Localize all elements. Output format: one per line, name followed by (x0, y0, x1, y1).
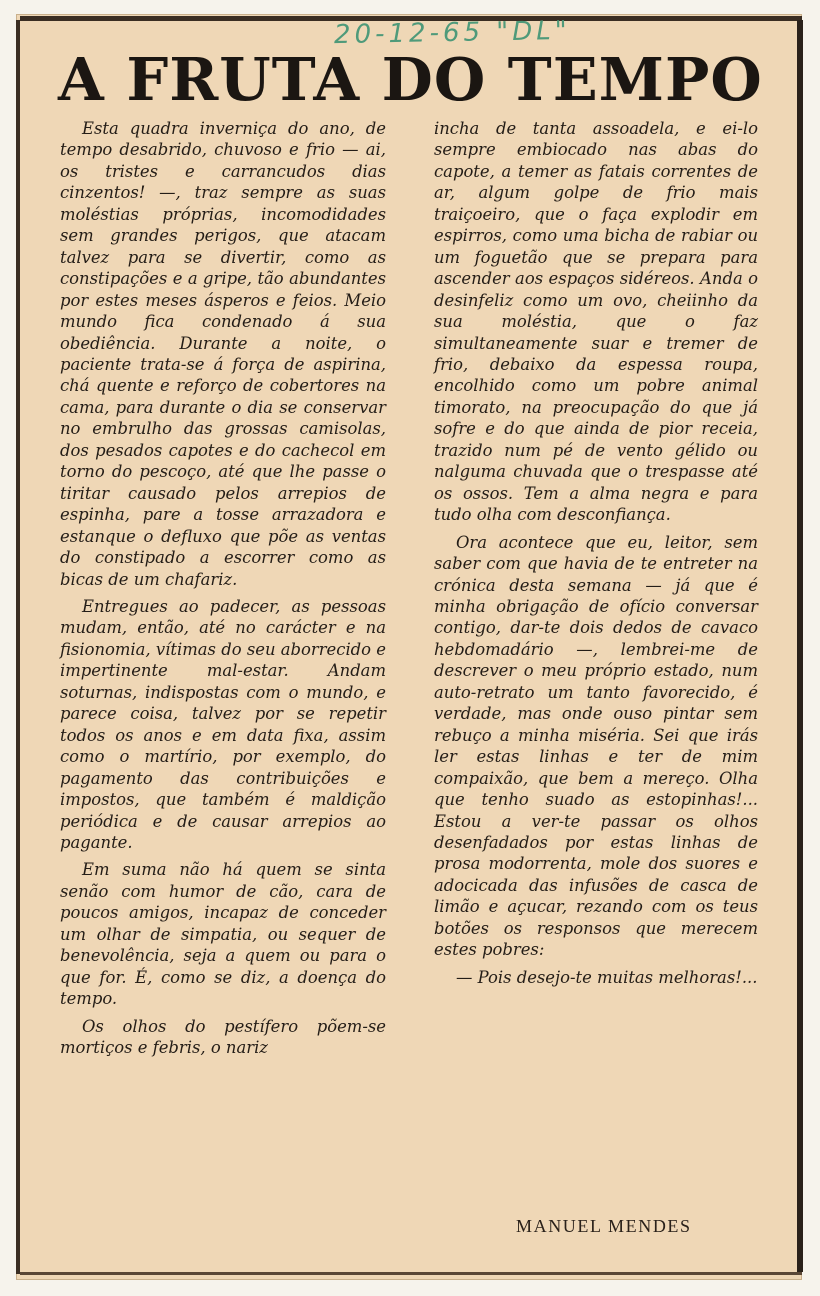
clipping-left-border (16, 20, 20, 1274)
author-byline: MANUEL MENDES (516, 1216, 692, 1236)
article-right-column (434, 118, 758, 994)
paragraph: Em suma não há quem se sinta senão com humor de cão, cara de poucos amigos, incapaz de conceder um olhar de simpatia, ou sequer de benevolência, seja a quem ou para o que for. É, como se diz, a doença do tempo. (60, 860, 386, 1009)
clipping-bottom-border (20, 1272, 802, 1275)
paragraph: Entregues ao padecer, as pessoas mudam, então, até no carácter e na fisionomia, vítimas do seu aborrecido e impertinente mal-estar. Andam soturnas, indispostas com o mundo, e parece coisa, talvez por se repetir todos os anos e em data fixa, assim como o martírio, por exemplo, do pagamento das contribuições e impostos, que também é maldição periódica e de causar arrepios ao pagante. (60, 596, 386, 852)
clipping-right-border (797, 20, 803, 1272)
paragraph: incha de tanta assoadela, e ei-lo sempre embiocado nas abas do capote, a temer as fatais correntes de ar, algum golpe de frio mais traiçoeiro, que o faça explodir em espirros, como uma bicha de rabiar ou um foguetão que se prepara para ascender aos espaços sidéreos. Anda o desinfeliz como um ovo, cheiinho da sua moléstia, que o faz simultaneamente suar e tremer de frio, debaixo da espessa roupa, encolhido como um pobre animal timorato, na preocupação do que já sofre e do que ainda de pior receia, trazido num pé de vento gélido ou nalguma chuvada que o trespasse até os ossos. Tem a alma negra e para tudo olha com desconfiança. (434, 119, 758, 525)
article-left-column (60, 118, 386, 1064)
paragraph: Ora acontece que eu, leitor, sem saber com que havia de te entreter na crónica desta semana — já que é minha obrigação de ofício conversar contigo, dar-te dois dedos de cavaco hebdomadário —, lembrei-me de descrever o meu próprio estado, num auto-retrato um tanto favorecido, é verdade, mas onde ouso pintar sem rebuço a minha miséria. Sei que irás ler estas linhas e ter de mim compaixão, que bem a mereço. Olha que tenho suado as estopinhas!... Estou a ver-te passar os olhos desenfadados por estas linhas de prosa modorrenta, mole dos suores e adocicada das infusões de casca de limão e açucar, rezando com os teus botões os responsos que merecem estes pobres: (434, 532, 758, 960)
paragraph: Os olhos do pestífero põem-se mortiços e febris, o nariz (60, 1016, 386, 1058)
closing-quote: — Pois desejo-te muitas melhoras!... (456, 967, 758, 987)
paragraph: Esta quadra inverniça do ano, de tempo desabrido, chuvoso e frio — ai, os tristes e carrancudos dias cinzentos! —, traz sempre as suas moléstias próprias, incomodidades sem grandes perigos, que atacam talvez para se divertir, como as constipações e a gripe, tão abundantes por estes meses ásperos e feios. Meio mundo fica condenado á sua obediência. Durante a noite, o paciente trata-se á força de aspirina, chá quente e reforço de cobertores na cama, para durante o dia se conservar no embrulho das grossas camisolas, dos pesados capotes e do cachecol em torno do pescoço, até que lhe passe o tiritar causado pelos arrepios de espinha, pare a tosse arrazadora e estanque o defluxo que põe as ventas do constipado a escorrer como as bicas de um chafariz. (60, 119, 386, 589)
article-headline: A FRUTA DO TEMPO (58, 45, 763, 114)
handwritten-date-stamp: 20-12-65 "DL" (333, 15, 571, 51)
